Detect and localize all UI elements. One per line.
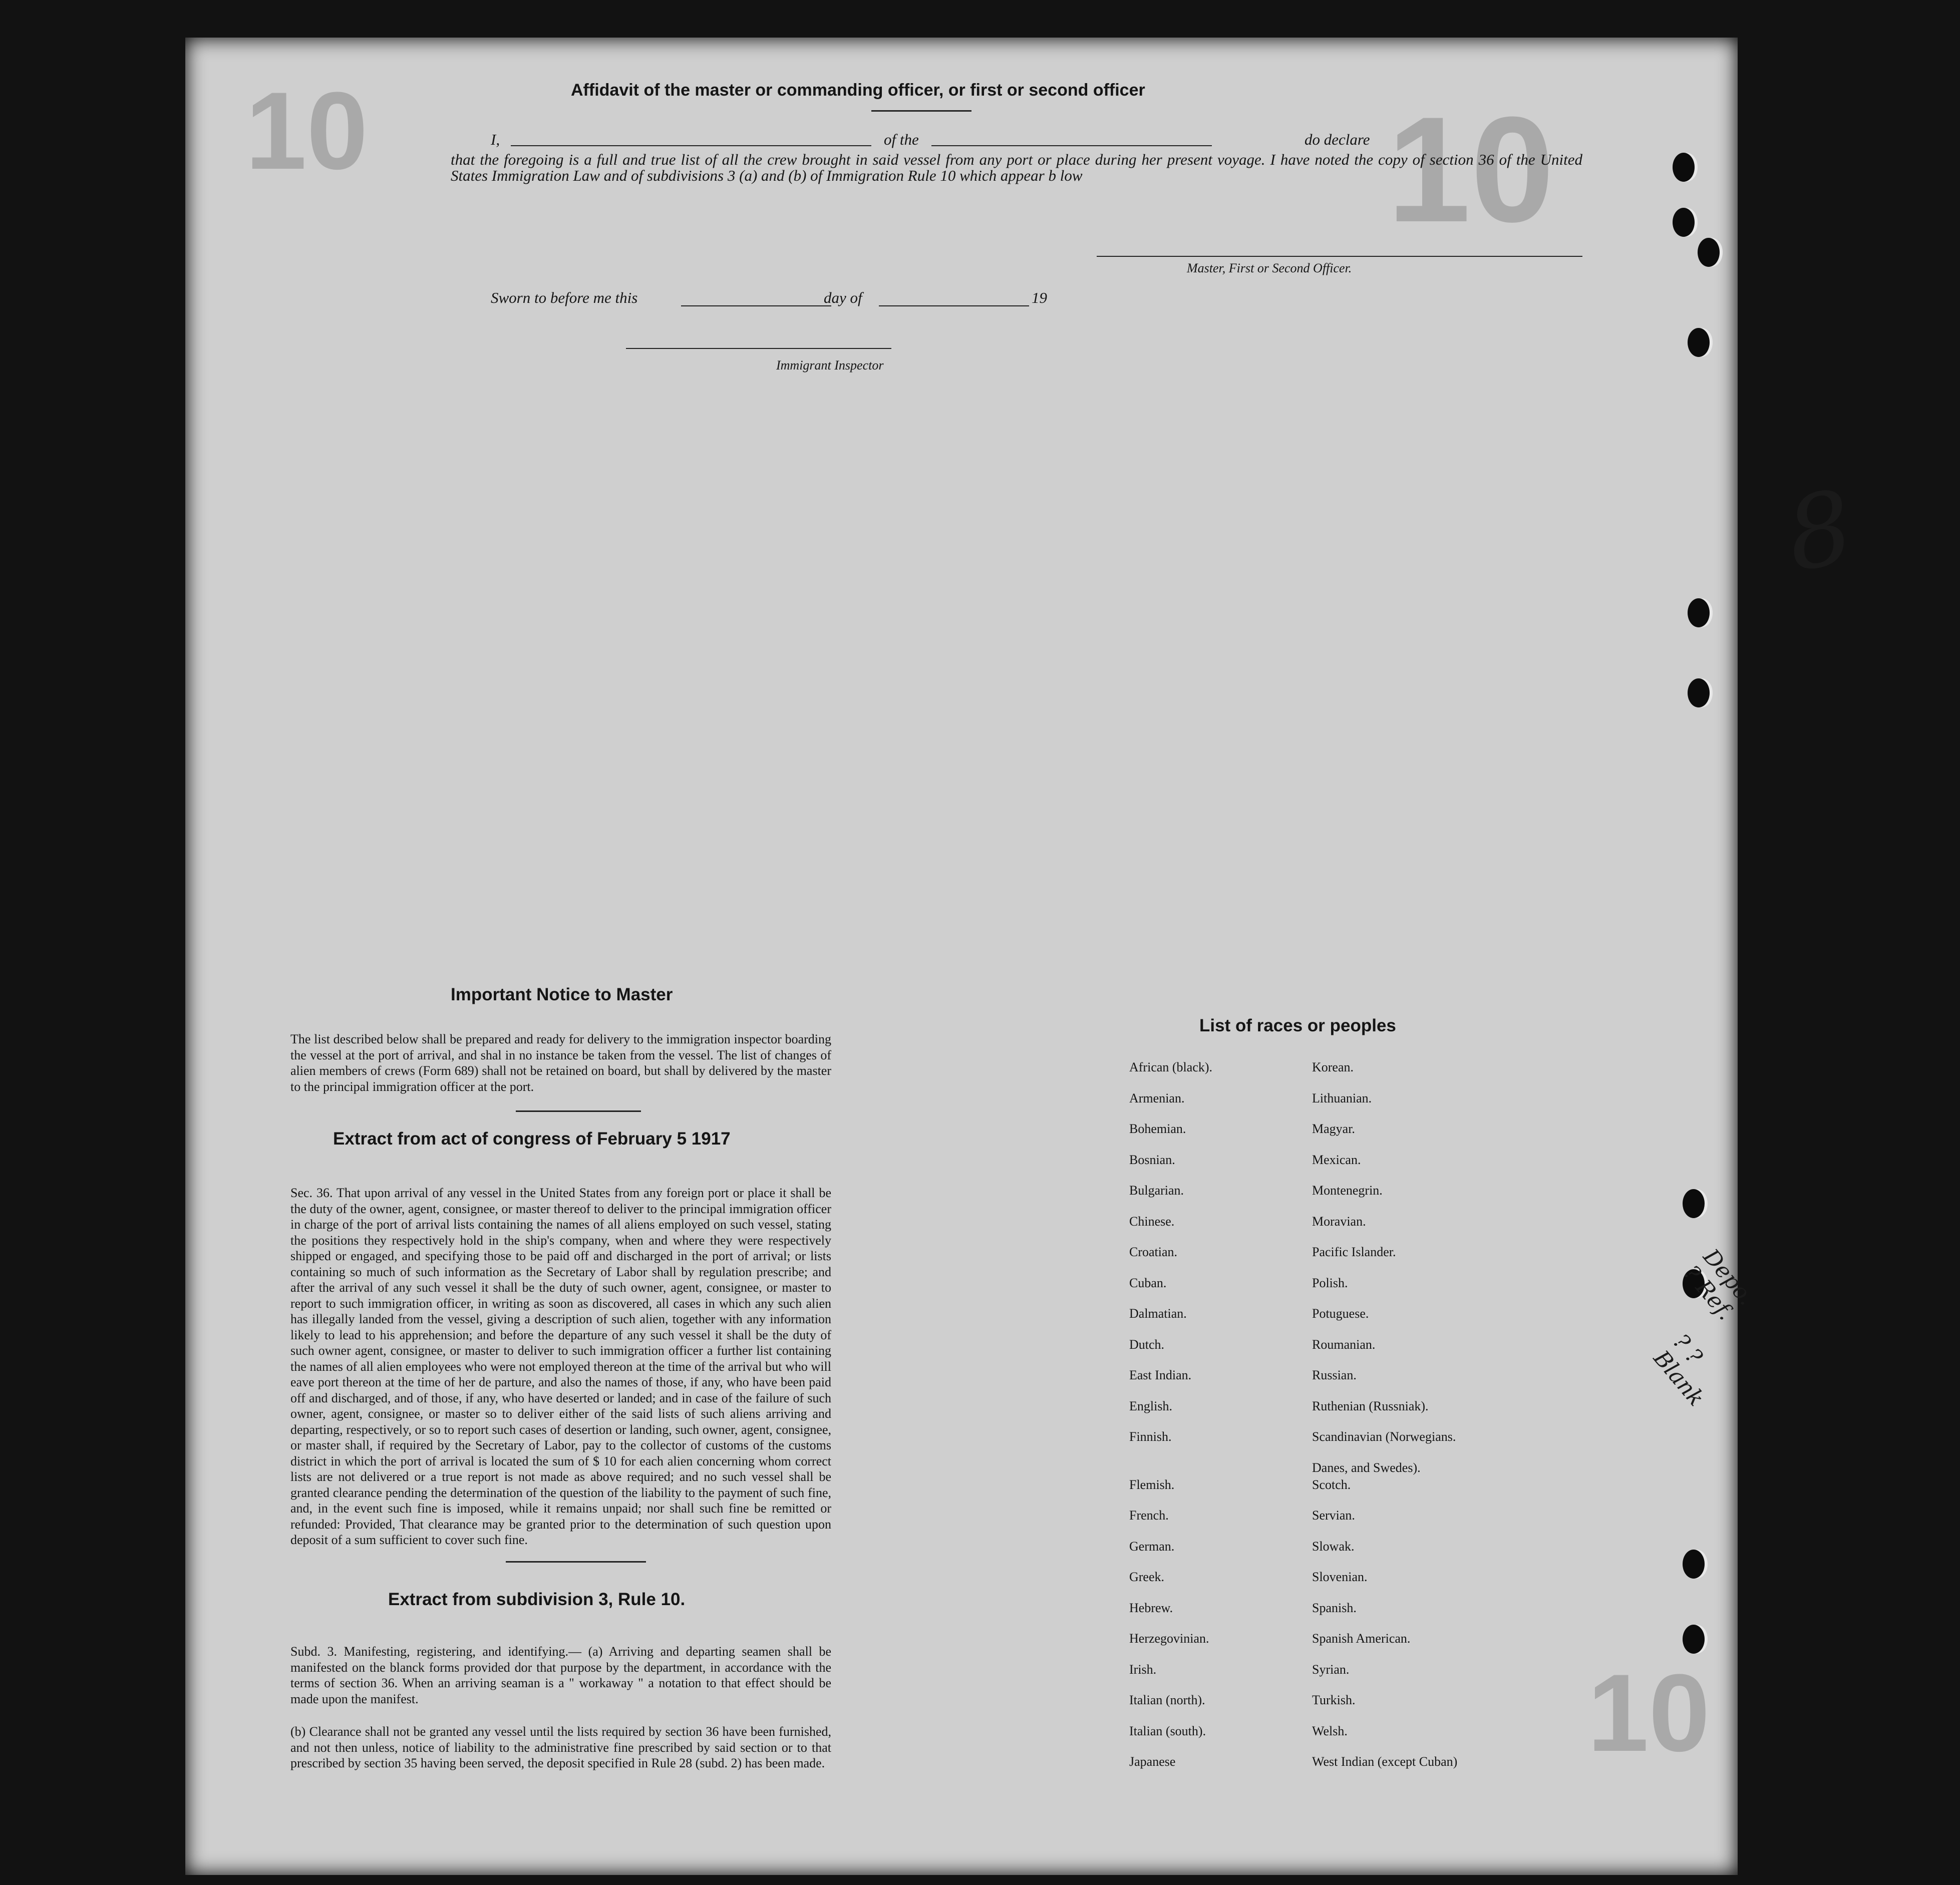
affidavit-body: that the foregoing is a full and true list of all the crew brought in said vessel from any port or place during her present voyage. I have noted the copy of section 36 of the United States Immigration Law and of subdivisions 3 (a) and (b) of Immigration Rule 10 which appear b low <box>451 151 1582 184</box>
race-item: Russian. <box>1312 1368 1357 1382</box>
punch-hole <box>1688 598 1710 627</box>
race-item: Syrian. <box>1312 1662 1350 1677</box>
race-item: Italian (north). <box>1129 1693 1205 1707</box>
punch-hole <box>1698 238 1720 267</box>
races-right-column <box>1312 1060 1457 1785</box>
race-item: Bosnian. <box>1129 1152 1175 1167</box>
inspector-label: Immigrant Inspector <box>776 358 884 372</box>
master-label: Master, First or Second Officer. <box>1187 261 1352 275</box>
rule-title: Extract from subdivision 3, Rule 10. <box>388 1590 686 1609</box>
race-item: Flemish. <box>1129 1477 1175 1492</box>
race-item: Magyar. <box>1312 1121 1355 1136</box>
master-signature-line[interactable] <box>1097 256 1582 257</box>
race-item: Ruthenian (Russniak). <box>1312 1398 1429 1413</box>
race-item: Montenegrin. <box>1312 1183 1383 1198</box>
affidavit-title: Affidavit of the master or commanding officer, or first or second officer <box>571 81 1145 100</box>
race-item: East Indian. <box>1129 1368 1192 1382</box>
race-item: Roumanian. <box>1312 1337 1376 1352</box>
race-item: Bulgarian. <box>1129 1183 1184 1198</box>
sworn-day-blank[interactable] <box>681 305 831 306</box>
punch-hole <box>1688 678 1710 707</box>
punch-hole <box>1673 153 1695 182</box>
race-item: Finnish. <box>1129 1429 1172 1444</box>
sworn-label: Sworn to before me this <box>491 289 638 306</box>
affidavit-i: I, <box>491 131 500 148</box>
race-item: Korean. <box>1312 1060 1354 1074</box>
race-item: Slovenian. <box>1312 1570 1368 1584</box>
race-item: Spanish American. <box>1312 1631 1411 1646</box>
race-item: Cuban. <box>1129 1275 1167 1290</box>
race-item: Greek. <box>1129 1570 1165 1584</box>
race-item: Scotch. <box>1312 1477 1351 1492</box>
race-item: German. <box>1129 1539 1175 1554</box>
race-item: Scandinavian (Norwegians. <box>1312 1429 1456 1444</box>
race-item: Mexican. <box>1312 1152 1361 1167</box>
punch-hole <box>1683 1550 1705 1579</box>
handwritten-note: Depo. ? Ref. <box>1678 1244 1760 1325</box>
punch-hole <box>1673 208 1695 237</box>
name-blank[interactable] <box>511 145 871 146</box>
race-item: Turkish. <box>1312 1693 1356 1707</box>
race-item: Hebrew. <box>1129 1600 1173 1615</box>
race-item: Danes, and Swedes). <box>1312 1460 1421 1475</box>
races-left-column <box>1129 1060 1212 1785</box>
vessel-blank[interactable] <box>931 145 1212 146</box>
race-item: Chinese. <box>1129 1214 1175 1229</box>
rule-para-b: (b) Clearance shall not be granted any vessel until the lists required by section 36 have been furnished, and not then unless, notice of liability to the administrative fine prescribed by said section or to that prescribed by section 35 having been served, the deposit specified in Rule 28 (subd. 2) has been made. <box>290 1724 831 1770</box>
race-item: Japanese <box>1129 1754 1176 1769</box>
day-of-label: day of <box>824 289 862 306</box>
race-item: Lithuanian. <box>1312 1090 1372 1105</box>
race-item: Polish. <box>1312 1275 1348 1290</box>
races-title: List of races or peoples <box>1199 1016 1396 1035</box>
race-item: Dutch. <box>1129 1337 1165 1352</box>
race-item: Spanish. <box>1312 1600 1357 1615</box>
rule <box>506 1561 646 1563</box>
manifest-page <box>185 38 1861 1875</box>
race-item <box>1129 1460 1212 1477</box>
rule <box>871 110 971 112</box>
race-item: Armenian. <box>1129 1090 1185 1105</box>
affidavit-of-the: of the <box>884 131 919 148</box>
punch-hole <box>1683 1189 1705 1218</box>
rule <box>516 1110 641 1112</box>
act-title: Extract from act of congress of February 5 1917 <box>333 1129 731 1149</box>
race-item: Irish. <box>1129 1662 1157 1677</box>
punch-hole <box>1688 328 1710 357</box>
race-item: Pacific Islander. <box>1312 1245 1396 1259</box>
race-item: Welsh. <box>1312 1723 1348 1738</box>
race-item: English. <box>1129 1398 1172 1413</box>
handwritten-note: ? ? Blank <box>1648 1329 1709 1411</box>
race-item: Moravian. <box>1312 1214 1366 1229</box>
race-item: Potuguese. <box>1312 1306 1369 1321</box>
race-item: African (black). <box>1129 1060 1213 1074</box>
handwritten-mark: 8 <box>1778 468 1861 595</box>
year-label: 19 <box>1032 289 1047 306</box>
race-item: Slowak. <box>1312 1539 1355 1554</box>
race-item: Dalmatian. <box>1129 1306 1187 1321</box>
rule-para-a: Subd. 3. Manifesting, registering, and identifying.— (a) Arriving and departing seamen shall be manifested on the blanck forms provided dor that purpose by the department, in accordance with the terms of section 36. When an arriving seaman is a " workaway " a notation to that effect should be made upon the manifest. <box>290 1644 831 1706</box>
bleed-through-numeral: 10 <box>1387 85 1554 253</box>
act-body: Sec. 36. That upon arrival of any vessel in the United States from any foreign port or place it shall be the duty of the owner, agent, consignee, or master thereof to deliver to the principal immigration officer in charge of the port of arrival lists containing the names of all aliens employed on such vessel, stating the positions they respectively hold in the ship's company, when and where they were respectively shipped or engaged, and specifying those to be paid off and discharged in the port of arrival; or lists containing so much of such information as the Secretary of Labor shall by regulation prescribe; and after the arrival of any such vessel it shall be the duty of such owner, agent, consignee, or master to report to such immigration officer, in writing as soon as discovered, all cases in which any such alien has illegally landed from the vessel, giving a description of such alien, together with any information likely to lead to his apprehension; and before the departure of any such vessel it shall be the duty of such owner agent, consignee, or master to deliver to such immigration officer a further list containing the names of all alien employees who were not employed thereon at the time of the arrival but who will eave port thereon at the time of her de parture, and also the names of those, if any, who have been paid off and discharged, and of those, if any, who have deserted or landed; and in case of the failure of such owner, agent, consignee, or master so to deliver either of the said lists of such aliens arriving and departing, respectively, or so to report such cases of desertion or landing, such owner, agent, consignee, or master shall, if required by the Secretary of Labor, pay to the collector of customs of the customs district in which the port of arrival is located the sum of $ 10 for each alien concerning whom correct lists are not delivered or a true report is not made as above required; and no such vessel shall be granted clearance pending the determination of the question of the liability to the payment of such fine, and, in the event such fine is imposed, while it remains unpaid; nor shall such fine be remitted or refunded: Provided, That clearance may be granted prior to the determination of such question upon deposit of a sum sufficient to cover such fine. <box>290 1186 831 1547</box>
bleed-through-numeral: 10 <box>1587 1651 1710 1774</box>
affidavit-do-declare: do declare <box>1304 131 1370 148</box>
race-item: Italian (south). <box>1129 1723 1206 1738</box>
race-item: Herzegovinian. <box>1129 1631 1209 1646</box>
race-item: Bohemian. <box>1129 1121 1186 1136</box>
sworn-month-blank[interactable] <box>879 305 1029 306</box>
bleed-through-numeral: 10 <box>245 69 368 192</box>
notice-body: The list described below shall be prepared and ready for delivery to the immigration inspector boarding the vessel at the port of arrival, and shal in no instance be taken from the vessel. The list of changes of alien members of crews (Form 689) shall not be retained on board, but shall by delivered by the master to the principal immigration officer at the port. <box>290 1032 831 1094</box>
race-item: French. <box>1129 1508 1169 1523</box>
race-item: Croatian. <box>1129 1245 1178 1259</box>
race-item: West Indian (except Cuban) <box>1312 1754 1458 1769</box>
notice-title: Important Notice to Master <box>451 985 673 1004</box>
inspector-signature-line[interactable] <box>626 348 891 349</box>
race-item: Servian. <box>1312 1508 1355 1523</box>
